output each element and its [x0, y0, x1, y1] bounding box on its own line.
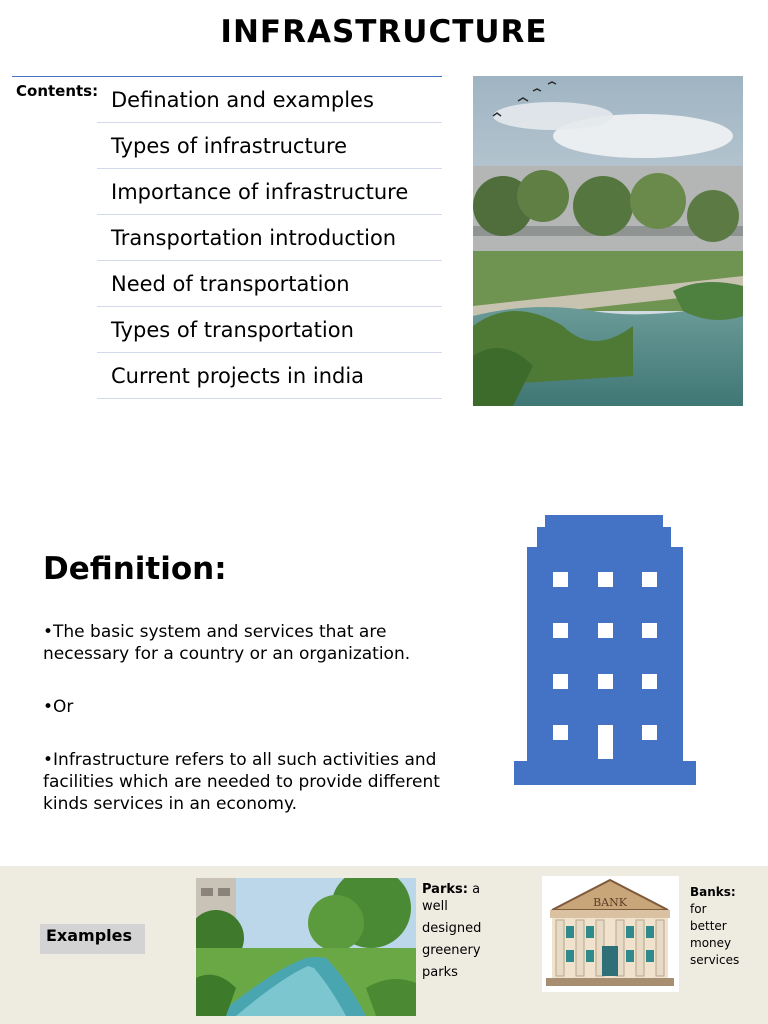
contents-list: [97, 77, 442, 399]
page-title: INFRASTRUCTURE: [220, 14, 548, 50]
banks-caption-text: money: [690, 936, 732, 950]
bank-building-image: [542, 876, 679, 992]
contents-item[interactable]: Importance of infrastructure: [97, 169, 442, 215]
contents-item[interactable]: Transportation introduction: [97, 215, 442, 261]
banks-caption-text: better: [690, 919, 727, 933]
definition-paragraph: •Infrastructure refers to all such activities and facilities which are needed to provide different kinds services in an economy.: [43, 750, 440, 814]
contents-item[interactable]: Current projects in india: [97, 353, 442, 399]
office-building-icon: [514, 515, 696, 789]
parks-caption-text: greenery: [422, 943, 481, 958]
bank-sign-text: BANK: [593, 896, 627, 909]
definition-paragraph: •Or: [43, 697, 74, 717]
parks-caption-text: designed: [422, 921, 482, 936]
contents-label: Contents:: [16, 82, 99, 100]
definition-paragraph: •The basic system and services that are necessary for a country or an organization.: [43, 622, 411, 664]
riverside-park-image: [473, 76, 743, 406]
contents-item[interactable]: Types of infrastructure: [97, 123, 442, 169]
examples-label: Examples: [40, 924, 145, 954]
contents-item[interactable]: Types of transportation: [97, 307, 442, 353]
parks-caption-text: parks: [422, 965, 458, 980]
banks-caption: [690, 884, 739, 969]
contents-item[interactable]: Defination and examples: [97, 77, 442, 123]
definition-heading: Definition:: [43, 551, 227, 587]
park-image: [196, 878, 416, 1016]
banks-caption-text: for: [690, 902, 707, 916]
parks-caption-text: well: [422, 899, 448, 914]
banks-caption-text: services: [690, 953, 740, 967]
contents-item[interactable]: Need of transportation: [97, 261, 442, 307]
banks-caption-title: Banks:: [690, 885, 736, 899]
parks-caption-title: Parks:: [422, 882, 468, 897]
parks-caption-text: a: [472, 882, 481, 897]
